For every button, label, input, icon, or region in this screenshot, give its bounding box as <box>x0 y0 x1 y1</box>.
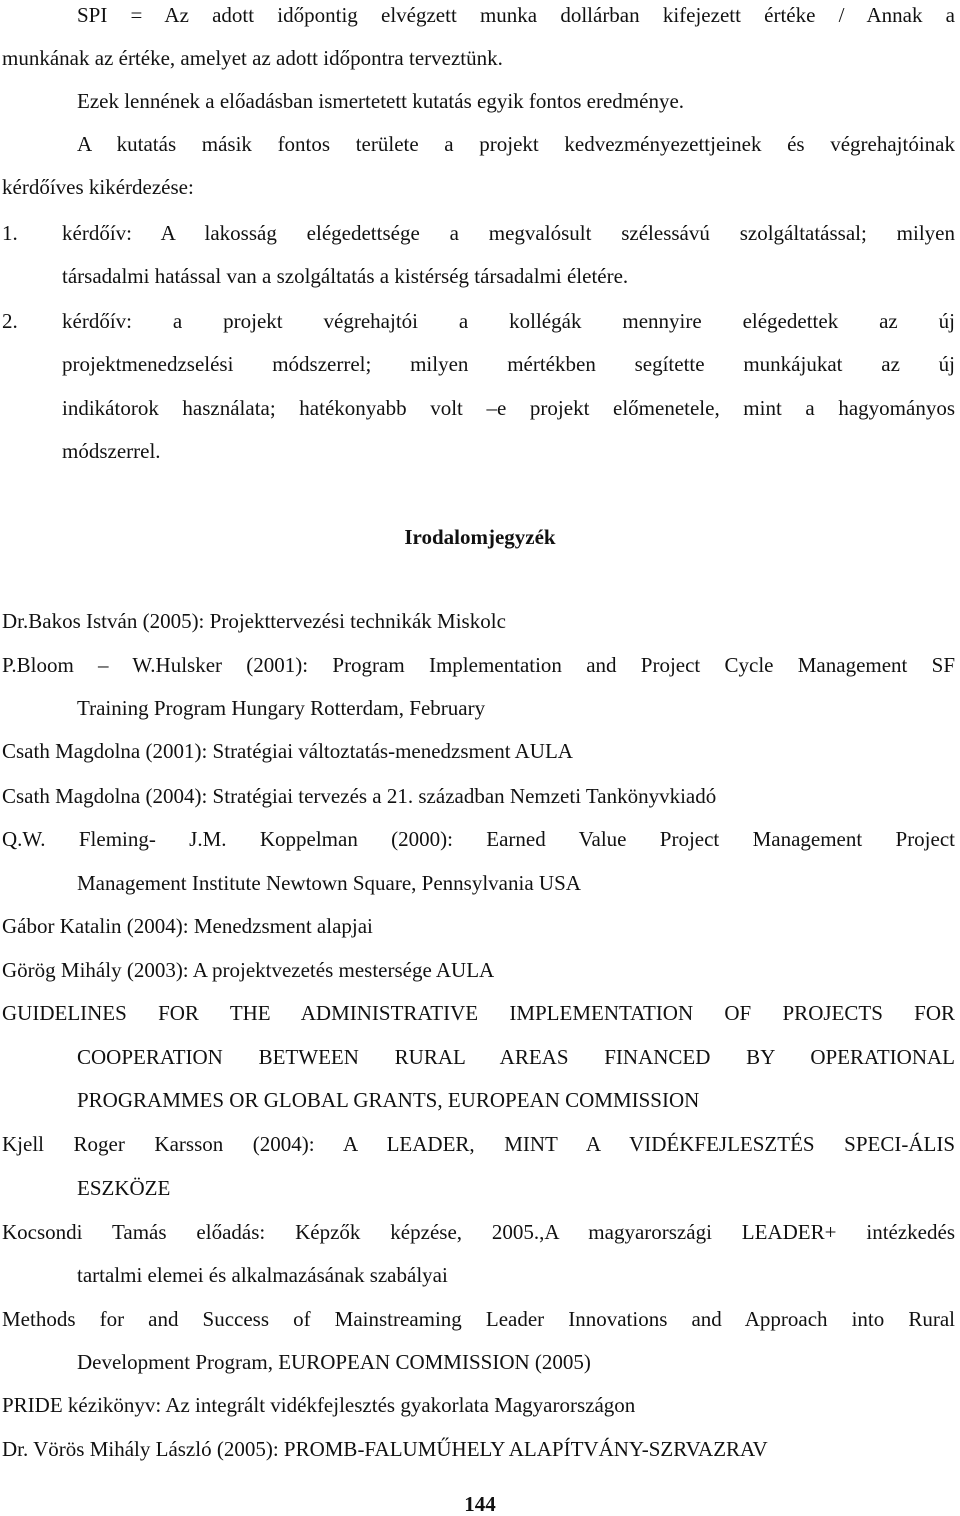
bibliography-entry-line: COOPERATION BETWEEN RURAL AREAS FINANCED BY OPERATIONAL <box>77 1045 955 1069</box>
questionnaire-number: 2. <box>2 309 18 333</box>
bibliography-entry-line: Dr. Vörös Mihály László (2005): PROMB-FALUMŰHELY ALAPÍTVÁNY-SZRVAZRAV <box>2 1437 768 1461</box>
bibliography-entry-line: P.Bloom – W.Hulsker (2001): Program Implementation and Project Cycle Management SF <box>2 653 955 677</box>
paragraph-research-line-2: kérdőíves kikérdezése: <box>2 175 194 199</box>
paragraph-research-line-1: A kutatás másik fontos területe a projekt kedvezményezettjeinek és végrehajtóinak <box>77 132 955 156</box>
page-number: 144 <box>464 1492 496 1516</box>
bibliography-entry-line: Csath Magdolna (2004): Stratégiai tervezés a 21. században Nemzeti Tankönyvkiadó <box>2 784 717 808</box>
questionnaire-line: projektmenedzselési módszerrel; milyen mértékben segítette munkájukat az új <box>62 352 955 376</box>
bibliography-entry-line: Training Program Hungary Rotterdam, February <box>77 696 486 720</box>
bibliography-entry-line: PRIDE kézikönyv: Az integrált vidékfejlesztés gyakorlata Magyarországon <box>2 1393 636 1417</box>
paragraph-spi-line-1: SPI = Az adott időpontig elvégzett munka dollárban kifejezett értéke / Annak a <box>77 3 955 27</box>
questionnaire-line: módszerrel. <box>62 439 161 463</box>
bibliography-entry-line: Gábor Katalin (2004): Menedzsment alapjai <box>2 914 373 938</box>
bibliography-entry-line: tartalmi elemei és alkalmazásának szabályai <box>77 1263 448 1287</box>
bibliography-entry-line: Management Institute Newtown Square, Pennsylvania USA <box>77 871 581 895</box>
paragraph-spi-line-2: munkának az értéke, amelyet az adott időpontra terveztünk. <box>2 46 503 70</box>
bibliography-entry-line: ESZKÖZE <box>77 1176 171 1200</box>
bibliography-entry-line: Q.W. Fleming- J.M. Koppelman (2000): Earned Value Project Management Project <box>2 827 955 851</box>
bibliography-entry-line: Csath Magdolna (2001): Stratégiai változtatás-menedzsment AULA <box>2 739 573 763</box>
bibliography-entry-line: Methods for and Success of Mainstreaming Leader Innovations and Approach into Rural <box>2 1307 955 1331</box>
questionnaire-line: kérdőív: a projekt végrehajtói a kollégák mennyire elégedettek az új <box>62 309 955 333</box>
bibliography-entry-line: GUIDELINES FOR THE ADMINISTRATIVE IMPLEMENTATION OF PROJECTS FOR <box>2 1001 955 1025</box>
bibliography-entry-line: Kjell Roger Karsson (2004): A LEADER, MINT A VIDÉKFEJLESZTÉS SPECI-ÁLIS <box>2 1132 955 1156</box>
bibliography-entry-line: Development Program, EUROPEAN COMMISSION (2005) <box>77 1350 591 1374</box>
questionnaire-line: kérdőív: A lakosság elégedettsége a megvalósult szélessávú szolgáltatással; milyen <box>62 221 955 245</box>
bibliography-entry-line: Görög Mihály (2003): A projektvezetés mestersége AULA <box>2 958 495 982</box>
bibliography-entry-line: PROGRAMMES OR GLOBAL GRANTS, EUROPEAN COMMISSION <box>77 1088 700 1112</box>
questionnaire-line: indikátorok használata; hatékonyabb volt –e projekt előmenetele, mint a hagyományos <box>62 396 955 420</box>
questionnaire-number: 1. <box>2 221 18 245</box>
paragraph-results: Ezek lennének a előadásban ismertetett kutatás egyik fontos eredménye. <box>77 89 685 113</box>
questionnaire-line: társadalmi hatással van a szolgáltatás a kistérség társadalmi életére. <box>62 264 629 288</box>
bibliography-entry-line: Kocsondi Tamás előadás: Képzők képzése, 2005.,A magyarországi LEADER+ intézkedés <box>2 1220 955 1244</box>
bibliography-heading: Irodalomjegyzék <box>404 525 556 549</box>
bibliography-entry-line: Dr.Bakos István (2005): Projekttervezési technikák Miskolc <box>2 609 506 633</box>
